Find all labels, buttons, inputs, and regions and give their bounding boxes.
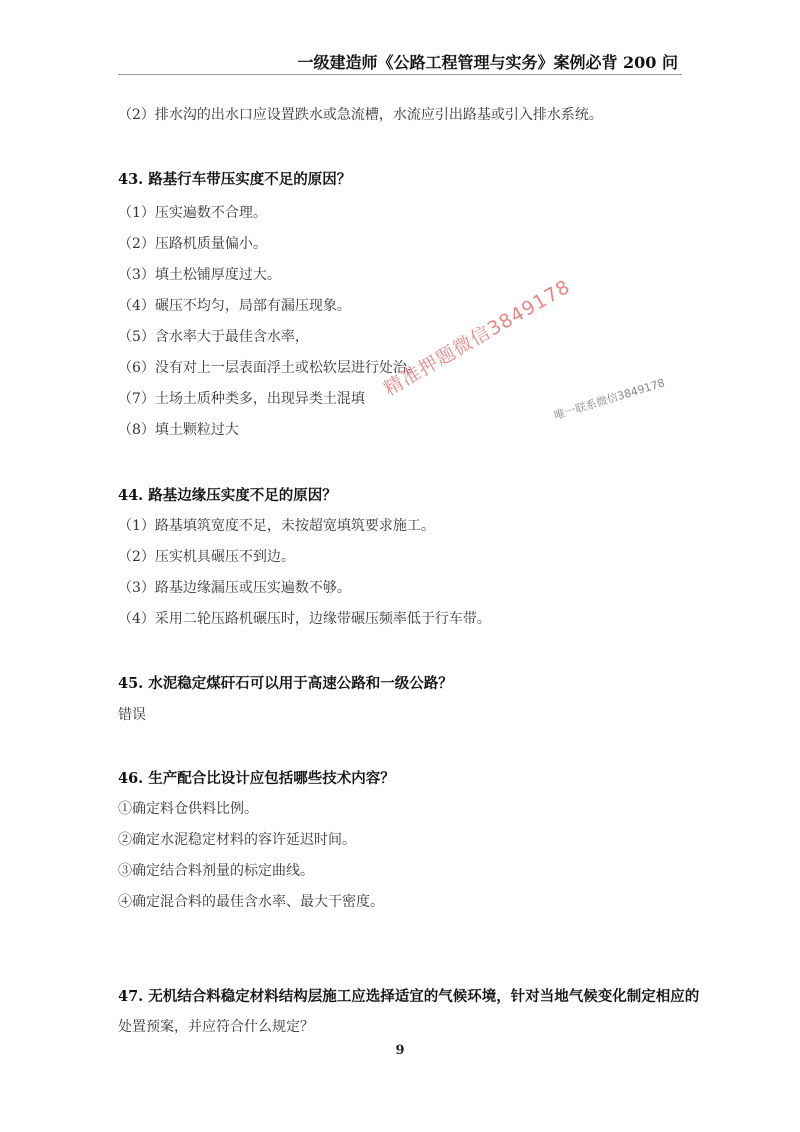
q43-item-6: （6）没有对上一层表面浮土或松软层进行处治。	[118, 360, 421, 376]
q46-item-2: ②确定水泥稳定材料的容许延迟时间。	[118, 832, 356, 848]
q43-item-3: （3）填土松铺厚度过大。	[118, 267, 281, 283]
question-46-title: 46. 生产配合比设计应包括哪些技术内容？	[118, 770, 395, 787]
q43-item-5: （5）含水率大于最佳含水率，	[118, 329, 309, 345]
question-47-title-line-1: 47. 无机结合料稳定材料结构层施工应选择适宜的气候环境，针对当地气候变化制定相应的	[118, 988, 700, 1005]
q46-item-1: ①确定料仓供料比例。	[118, 801, 258, 817]
q44-item-3: （3）路基边缘漏压或压实遍数不够。	[118, 580, 351, 596]
q44-item-4: （4）采用二轮压路机碾压时，边缘带碾压频率低于行车带。	[118, 611, 491, 627]
q43-item-8: （8）填土颗粒过大	[118, 422, 239, 438]
q45-answer: 错误	[118, 707, 146, 723]
watermark-main: 精准押题微信3849178	[380, 275, 575, 401]
question-44-title: 44. 路基边缘压实度不足的原因？	[118, 487, 337, 504]
question-45-title: 45. 水泥稳定煤矸石可以用于高速公路和一级公路？	[118, 675, 453, 692]
header-divider	[118, 74, 682, 75]
question-43-title: 43. 路基行车带压实度不足的原因？	[118, 171, 352, 188]
q43-item-4: （4）碾压不均匀，局部有漏压现象。	[118, 298, 351, 314]
watermark-small: 唯一联系微信3849178	[552, 376, 667, 423]
q43-item-7: （7）土场土质种类多，出现异类土混填	[118, 391, 365, 407]
q44-item-2: （2）压实机具碾压不到边。	[118, 549, 295, 565]
q46-item-3: ③确定结合料剂量的标定曲线。	[118, 863, 314, 879]
header-title: 一级建造师《公路工程管理与实务》案例必背 200 问	[297, 53, 678, 72]
carryover-line: （2）排水沟的出水口应设置跌水或急流槽，水流应引出路基或引入排水系统。	[118, 107, 603, 123]
question-47-title-line-2: 处置预案，并应符合什么规定？	[118, 1019, 314, 1035]
q44-item-1: （1）路基填筑宽度不足，未按超宽填筑要求施工。	[118, 518, 435, 534]
page-header	[0, 50, 800, 70]
q43-item-1: （1）压实遍数不合理。	[118, 205, 267, 221]
q43-item-2: （2）压路机质量偏小。	[118, 236, 267, 252]
q46-item-4: ④确定混合料的最佳含水率、最大干密度。	[118, 894, 384, 910]
page-number: 9	[395, 1043, 405, 1058]
